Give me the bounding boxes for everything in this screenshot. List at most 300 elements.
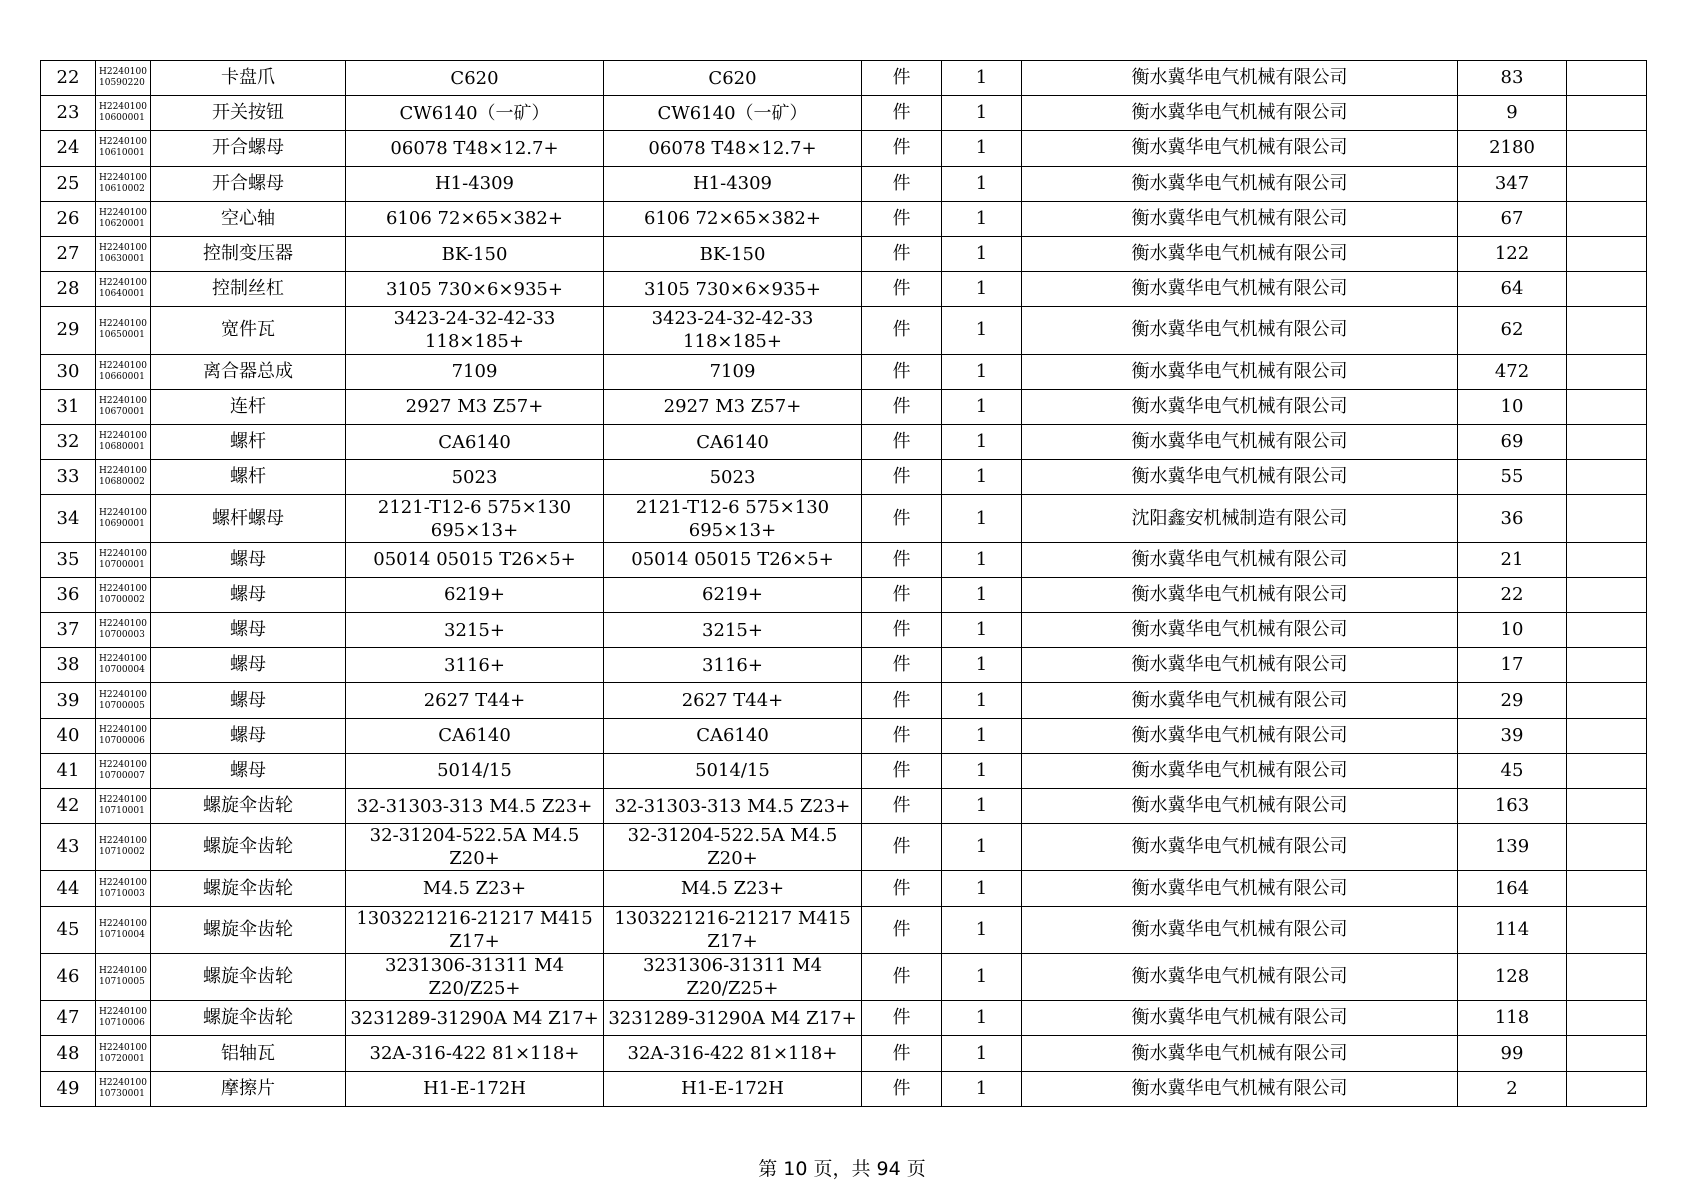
supplier-cell: 衡水冀华电气机械有限公司 xyxy=(1022,718,1458,753)
row-number-cell: 44 xyxy=(41,871,96,906)
model-cell: CA6140 xyxy=(604,424,862,459)
item-name-cell: 螺杆 xyxy=(151,460,346,495)
model-cell: 1303221216-21217 M415 Z17+ xyxy=(604,906,862,953)
unit-cell: 件 xyxy=(862,788,942,823)
model-cell: 3215+ xyxy=(604,613,862,648)
quantity-cell: 1 xyxy=(942,460,1022,495)
table-row xyxy=(41,354,1647,389)
note-cell xyxy=(1567,613,1647,648)
price-cell: 99 xyxy=(1458,1036,1567,1071)
spec-cell: 5023 xyxy=(346,460,604,495)
note-cell xyxy=(1567,389,1647,424)
spec-cell: H1-E-172H xyxy=(346,1071,604,1106)
table-row xyxy=(41,542,1647,577)
material-code-cell: H2240100 10710004 xyxy=(96,906,151,953)
unit-cell: 件 xyxy=(862,577,942,612)
material-code-cell: H2240100 10620001 xyxy=(96,201,151,236)
item-name-cell: 螺母 xyxy=(151,753,346,788)
note-cell xyxy=(1567,354,1647,389)
price-cell: 118 xyxy=(1458,1001,1567,1036)
item-name-cell: 螺旋伞齿轮 xyxy=(151,953,346,1000)
material-code-cell: H2240100 10590220 xyxy=(96,61,151,96)
material-code-cell: H2240100 10640001 xyxy=(96,272,151,307)
supplier-cell: 衡水冀华电气机械有限公司 xyxy=(1022,1001,1458,1036)
spec-cell: 32-31303-313 M4.5 Z23+ xyxy=(346,788,604,823)
note-cell xyxy=(1567,753,1647,788)
note-cell xyxy=(1567,1001,1647,1036)
model-cell: 6219+ xyxy=(604,577,862,612)
item-name-cell: 铝轴瓦 xyxy=(151,1036,346,1071)
supplier-cell: 衡水冀华电气机械有限公司 xyxy=(1022,131,1458,166)
note-cell xyxy=(1567,424,1647,459)
row-number-cell: 31 xyxy=(41,389,96,424)
row-number-cell: 27 xyxy=(41,236,96,271)
table-row xyxy=(41,953,1647,1000)
note-cell xyxy=(1567,460,1647,495)
spec-cell: 2927 M3 Z57+ xyxy=(346,389,604,424)
note-cell xyxy=(1567,96,1647,131)
quantity-cell: 1 xyxy=(942,953,1022,1000)
table-row xyxy=(41,307,1647,354)
note-cell xyxy=(1567,1036,1647,1071)
item-name-cell: 螺母 xyxy=(151,718,346,753)
note-cell xyxy=(1567,131,1647,166)
supplier-cell: 衡水冀华电气机械有限公司 xyxy=(1022,1036,1458,1071)
model-cell: 3423-24-32-42-33 118×185+ xyxy=(604,307,862,354)
spec-cell: 2627 T44+ xyxy=(346,683,604,718)
table-row xyxy=(41,201,1647,236)
supplier-cell: 衡水冀华电气机械有限公司 xyxy=(1022,460,1458,495)
material-code-cell: H2240100 10710005 xyxy=(96,953,151,1000)
row-number-cell: 22 xyxy=(41,61,96,96)
row-number-cell: 32 xyxy=(41,424,96,459)
quantity-cell: 1 xyxy=(942,131,1022,166)
note-cell xyxy=(1567,61,1647,96)
quantity-cell: 1 xyxy=(942,683,1022,718)
model-cell: H1-E-172H xyxy=(604,1071,862,1106)
supplier-cell: 衡水冀华电气机械有限公司 xyxy=(1022,906,1458,953)
unit-cell: 件 xyxy=(862,1001,942,1036)
note-cell xyxy=(1567,236,1647,271)
spec-cell: 06078 T48×12.7+ xyxy=(346,131,604,166)
supplier-cell: 衡水冀华电气机械有限公司 xyxy=(1022,753,1458,788)
row-number-cell: 48 xyxy=(41,1036,96,1071)
item-name-cell: 宽件瓦 xyxy=(151,307,346,354)
spec-cell: 2121-T12-6 575×130 695×13+ xyxy=(346,495,604,542)
price-cell: 55 xyxy=(1458,460,1567,495)
material-code-cell: H2240100 10610001 xyxy=(96,131,151,166)
quantity-cell: 1 xyxy=(942,577,1022,612)
price-cell: 29 xyxy=(1458,683,1567,718)
item-name-cell: 螺杆 xyxy=(151,424,346,459)
price-cell: 17 xyxy=(1458,648,1567,683)
row-number-cell: 37 xyxy=(41,613,96,648)
model-cell: 5023 xyxy=(604,460,862,495)
unit-cell: 件 xyxy=(862,201,942,236)
spec-cell: 3423-24-32-42-33 118×185+ xyxy=(346,307,604,354)
price-cell: 10 xyxy=(1458,613,1567,648)
note-cell xyxy=(1567,1071,1647,1106)
table-row xyxy=(41,272,1647,307)
supplier-cell: 衡水冀华电气机械有限公司 xyxy=(1022,1071,1458,1106)
price-cell: 9 xyxy=(1458,96,1567,131)
unit-cell: 件 xyxy=(862,542,942,577)
row-number-cell: 38 xyxy=(41,648,96,683)
supplier-cell: 衡水冀华电气机械有限公司 xyxy=(1022,824,1458,871)
parts-table xyxy=(40,60,1647,1107)
note-cell xyxy=(1567,906,1647,953)
spec-cell: M4.5 Z23+ xyxy=(346,871,604,906)
supplier-cell: 衡水冀华电气机械有限公司 xyxy=(1022,166,1458,201)
price-cell: 128 xyxy=(1458,953,1567,1000)
item-name-cell: 螺旋伞齿轮 xyxy=(151,788,346,823)
supplier-cell: 衡水冀华电气机械有限公司 xyxy=(1022,389,1458,424)
supplier-cell: 衡水冀华电气机械有限公司 xyxy=(1022,236,1458,271)
unit-cell: 件 xyxy=(862,683,942,718)
table-row xyxy=(41,460,1647,495)
quantity-cell: 1 xyxy=(942,61,1022,96)
table-row xyxy=(41,753,1647,788)
note-cell xyxy=(1567,577,1647,612)
quantity-cell: 1 xyxy=(942,648,1022,683)
note-cell xyxy=(1567,953,1647,1000)
model-cell: BK-150 xyxy=(604,236,862,271)
table-row xyxy=(41,236,1647,271)
unit-cell: 件 xyxy=(862,354,942,389)
note-cell xyxy=(1567,542,1647,577)
quantity-cell: 1 xyxy=(942,201,1022,236)
quantity-cell: 1 xyxy=(942,424,1022,459)
spec-cell: CA6140 xyxy=(346,718,604,753)
spec-cell: 6219+ xyxy=(346,577,604,612)
model-cell: 5014/15 xyxy=(604,753,862,788)
model-cell: 2121-T12-6 575×130 695×13+ xyxy=(604,495,862,542)
quantity-cell: 1 xyxy=(942,718,1022,753)
row-number-cell: 41 xyxy=(41,753,96,788)
material-code-cell: H2240100 10690001 xyxy=(96,495,151,542)
table-row xyxy=(41,1001,1647,1036)
page-footer: 第 10 页，共 94 页 xyxy=(758,1158,926,1180)
material-code-cell: H2240100 10710002 xyxy=(96,824,151,871)
material-code-cell: H2240100 10600001 xyxy=(96,96,151,131)
spec-cell: CA6140 xyxy=(346,424,604,459)
row-number-cell: 33 xyxy=(41,460,96,495)
unit-cell: 件 xyxy=(862,460,942,495)
spec-cell: 5014/15 xyxy=(346,753,604,788)
price-cell: 67 xyxy=(1458,201,1567,236)
price-cell: 472 xyxy=(1458,354,1567,389)
table-row xyxy=(41,906,1647,953)
item-name-cell: 空心轴 xyxy=(151,201,346,236)
material-code-cell: H2240100 10700007 xyxy=(96,753,151,788)
row-number-cell: 23 xyxy=(41,96,96,131)
unit-cell: 件 xyxy=(862,272,942,307)
model-cell: 3231306-31311 M4 Z20/Z25+ xyxy=(604,953,862,1000)
material-code-cell: H2240100 10700001 xyxy=(96,542,151,577)
price-cell: 139 xyxy=(1458,824,1567,871)
spec-cell: 32-31204-522.5A M4.5 Z20+ xyxy=(346,824,604,871)
row-number-cell: 39 xyxy=(41,683,96,718)
note-cell xyxy=(1567,683,1647,718)
item-name-cell: 螺母 xyxy=(151,542,346,577)
item-name-cell: 螺旋伞齿轮 xyxy=(151,871,346,906)
material-code-cell: H2240100 10630001 xyxy=(96,236,151,271)
table-row xyxy=(41,166,1647,201)
model-cell: 32-31204-522.5A M4.5 Z20+ xyxy=(604,824,862,871)
table-row xyxy=(41,871,1647,906)
quantity-cell: 1 xyxy=(942,1001,1022,1036)
quantity-cell: 1 xyxy=(942,354,1022,389)
model-cell: M4.5 Z23+ xyxy=(604,871,862,906)
note-cell xyxy=(1567,788,1647,823)
price-cell: 10 xyxy=(1458,389,1567,424)
quantity-cell: 1 xyxy=(942,1071,1022,1106)
price-cell: 45 xyxy=(1458,753,1567,788)
supplier-cell: 衡水冀华电气机械有限公司 xyxy=(1022,871,1458,906)
quantity-cell: 1 xyxy=(942,495,1022,542)
item-name-cell: 螺旋伞齿轮 xyxy=(151,1001,346,1036)
material-code-cell: H2240100 10710006 xyxy=(96,1001,151,1036)
table-row xyxy=(41,718,1647,753)
unit-cell: 件 xyxy=(862,906,942,953)
table-row xyxy=(41,577,1647,612)
table-row xyxy=(41,495,1647,542)
table-row xyxy=(41,788,1647,823)
note-cell xyxy=(1567,824,1647,871)
material-code-cell: H2240100 10700006 xyxy=(96,718,151,753)
quantity-cell: 1 xyxy=(942,96,1022,131)
unit-cell: 件 xyxy=(862,307,942,354)
row-number-cell: 36 xyxy=(41,577,96,612)
spec-cell: 3215+ xyxy=(346,613,604,648)
unit-cell: 件 xyxy=(862,424,942,459)
price-cell: 114 xyxy=(1458,906,1567,953)
spec-cell: 05014 05015 T26×5+ xyxy=(346,542,604,577)
item-name-cell: 离合器总成 xyxy=(151,354,346,389)
model-cell: C620 xyxy=(604,61,862,96)
note-cell xyxy=(1567,201,1647,236)
supplier-cell: 衡水冀华电气机械有限公司 xyxy=(1022,272,1458,307)
supplier-cell: 衡水冀华电气机械有限公司 xyxy=(1022,577,1458,612)
model-cell: 32A-316-422 81×118+ xyxy=(604,1036,862,1071)
price-cell: 163 xyxy=(1458,788,1567,823)
row-number-cell: 43 xyxy=(41,824,96,871)
spec-cell: 7109 xyxy=(346,354,604,389)
quantity-cell: 1 xyxy=(942,753,1022,788)
spec-cell: 3105 730×6×935+ xyxy=(346,272,604,307)
material-code-cell: H2240100 10700003 xyxy=(96,613,151,648)
price-cell: 39 xyxy=(1458,718,1567,753)
model-cell: 05014 05015 T26×5+ xyxy=(604,542,862,577)
item-name-cell: 开合螺母 xyxy=(151,166,346,201)
supplier-cell: 衡水冀华电气机械有限公司 xyxy=(1022,354,1458,389)
price-cell: 36 xyxy=(1458,495,1567,542)
price-cell: 21 xyxy=(1458,542,1567,577)
material-code-cell: H2240100 10700004 xyxy=(96,648,151,683)
quantity-cell: 1 xyxy=(942,389,1022,424)
price-cell: 69 xyxy=(1458,424,1567,459)
quantity-cell: 1 xyxy=(942,272,1022,307)
model-cell: 3105 730×6×935+ xyxy=(604,272,862,307)
quantity-cell: 1 xyxy=(942,542,1022,577)
material-code-cell: H2240100 10700002 xyxy=(96,577,151,612)
spec-cell: 6106 72×65×382+ xyxy=(346,201,604,236)
unit-cell: 件 xyxy=(862,131,942,166)
supplier-cell: 衡水冀华电气机械有限公司 xyxy=(1022,61,1458,96)
supplier-cell: 衡水冀华电气机械有限公司 xyxy=(1022,96,1458,131)
row-number-cell: 24 xyxy=(41,131,96,166)
item-name-cell: 开合螺母 xyxy=(151,131,346,166)
item-name-cell: 连杆 xyxy=(151,389,346,424)
price-cell: 347 xyxy=(1458,166,1567,201)
row-number-cell: 46 xyxy=(41,953,96,1000)
item-name-cell: 螺旋伞齿轮 xyxy=(151,906,346,953)
supplier-cell: 衡水冀华电气机械有限公司 xyxy=(1022,201,1458,236)
table-row xyxy=(41,1036,1647,1071)
model-cell: 6106 72×65×382+ xyxy=(604,201,862,236)
model-cell: CW6140（一矿） xyxy=(604,96,862,131)
note-cell xyxy=(1567,871,1647,906)
model-cell: 3231289-31290A M4 Z17+ xyxy=(604,1001,862,1036)
spec-cell: 3231306-31311 M4 Z20/Z25+ xyxy=(346,953,604,1000)
model-cell: 3116+ xyxy=(604,648,862,683)
quantity-cell: 1 xyxy=(942,788,1022,823)
table-row xyxy=(41,683,1647,718)
model-cell: 06078 T48×12.7+ xyxy=(604,131,862,166)
price-cell: 22 xyxy=(1458,577,1567,612)
unit-cell: 件 xyxy=(862,61,942,96)
item-name-cell: 开关按钮 xyxy=(151,96,346,131)
table-row xyxy=(41,131,1647,166)
row-number-cell: 45 xyxy=(41,906,96,953)
quantity-cell: 1 xyxy=(942,1036,1022,1071)
item-name-cell: 控制变压器 xyxy=(151,236,346,271)
supplier-cell: 衡水冀华电气机械有限公司 xyxy=(1022,542,1458,577)
note-cell xyxy=(1567,648,1647,683)
table-row xyxy=(41,389,1647,424)
table-row xyxy=(41,96,1647,131)
unit-cell: 件 xyxy=(862,495,942,542)
quantity-cell: 1 xyxy=(942,824,1022,871)
material-code-cell: H2240100 10610002 xyxy=(96,166,151,201)
model-cell: 2627 T44+ xyxy=(604,683,862,718)
unit-cell: 件 xyxy=(862,753,942,788)
model-cell: 2927 M3 Z57+ xyxy=(604,389,862,424)
price-cell: 64 xyxy=(1458,272,1567,307)
spec-cell: C620 xyxy=(346,61,604,96)
quantity-cell: 1 xyxy=(942,613,1022,648)
material-code-cell: H2240100 10700005 xyxy=(96,683,151,718)
model-cell: CA6140 xyxy=(604,718,862,753)
spec-cell: BK-150 xyxy=(346,236,604,271)
table-row xyxy=(41,824,1647,871)
table-row xyxy=(41,648,1647,683)
spec-cell: H1-4309 xyxy=(346,166,604,201)
model-cell: 7109 xyxy=(604,354,862,389)
supplier-cell: 衡水冀华电气机械有限公司 xyxy=(1022,788,1458,823)
supplier-cell: 衡水冀华电气机械有限公司 xyxy=(1022,648,1458,683)
material-code-cell: H2240100 10710003 xyxy=(96,871,151,906)
price-cell: 2180 xyxy=(1458,131,1567,166)
supplier-cell: 衡水冀华电气机械有限公司 xyxy=(1022,683,1458,718)
supplier-cell: 衡水冀华电气机械有限公司 xyxy=(1022,307,1458,354)
supplier-cell: 沈阳鑫安机械制造有限公司 xyxy=(1022,495,1458,542)
unit-cell: 件 xyxy=(862,166,942,201)
item-name-cell: 螺母 xyxy=(151,577,346,612)
quantity-cell: 1 xyxy=(942,871,1022,906)
item-name-cell: 螺母 xyxy=(151,648,346,683)
material-code-cell: H2240100 10720001 xyxy=(96,1036,151,1071)
material-code-cell: H2240100 10680001 xyxy=(96,424,151,459)
row-number-cell: 29 xyxy=(41,307,96,354)
price-cell: 83 xyxy=(1458,61,1567,96)
spec-cell: 1303221216-21217 M415 Z17+ xyxy=(346,906,604,953)
row-number-cell: 30 xyxy=(41,354,96,389)
row-number-cell: 42 xyxy=(41,788,96,823)
row-number-cell: 35 xyxy=(41,542,96,577)
material-code-cell: H2240100 10680002 xyxy=(96,460,151,495)
row-number-cell: 25 xyxy=(41,166,96,201)
model-cell: 32-31303-313 M4.5 Z23+ xyxy=(604,788,862,823)
model-cell: H1-4309 xyxy=(604,166,862,201)
note-cell xyxy=(1567,272,1647,307)
unit-cell: 件 xyxy=(862,236,942,271)
spec-cell: CW6140（一矿） xyxy=(346,96,604,131)
price-cell: 164 xyxy=(1458,871,1567,906)
spec-cell: 32A-316-422 81×118+ xyxy=(346,1036,604,1071)
spec-cell: 3231289-31290A M4 Z17+ xyxy=(346,1001,604,1036)
row-number-cell: 26 xyxy=(41,201,96,236)
item-name-cell: 螺旋伞齿轮 xyxy=(151,824,346,871)
table-row xyxy=(41,61,1647,96)
unit-cell: 件 xyxy=(862,96,942,131)
quantity-cell: 1 xyxy=(942,906,1022,953)
table-row xyxy=(41,424,1647,459)
quantity-cell: 1 xyxy=(942,307,1022,354)
quantity-cell: 1 xyxy=(942,236,1022,271)
spec-cell: 3116+ xyxy=(346,648,604,683)
note-cell xyxy=(1567,166,1647,201)
table-row xyxy=(41,1071,1647,1106)
price-cell: 122 xyxy=(1458,236,1567,271)
supplier-cell: 衡水冀华电气机械有限公司 xyxy=(1022,424,1458,459)
item-name-cell: 螺杆螺母 xyxy=(151,495,346,542)
unit-cell: 件 xyxy=(862,648,942,683)
item-name-cell: 螺母 xyxy=(151,683,346,718)
price-cell: 2 xyxy=(1458,1071,1567,1106)
table-row xyxy=(41,613,1647,648)
row-number-cell: 34 xyxy=(41,495,96,542)
unit-cell: 件 xyxy=(862,613,942,648)
unit-cell: 件 xyxy=(862,1071,942,1106)
item-name-cell: 螺母 xyxy=(151,613,346,648)
price-cell: 62 xyxy=(1458,307,1567,354)
unit-cell: 件 xyxy=(862,389,942,424)
material-code-cell: H2240100 10710001 xyxy=(96,788,151,823)
supplier-cell: 衡水冀华电气机械有限公司 xyxy=(1022,953,1458,1000)
supplier-cell: 衡水冀华电气机械有限公司 xyxy=(1022,613,1458,648)
item-name-cell: 卡盘爪 xyxy=(151,61,346,96)
unit-cell: 件 xyxy=(862,1036,942,1071)
quantity-cell: 1 xyxy=(942,166,1022,201)
note-cell xyxy=(1567,718,1647,753)
unit-cell: 件 xyxy=(862,718,942,753)
note-cell xyxy=(1567,495,1647,542)
material-code-cell: H2240100 10660001 xyxy=(96,354,151,389)
item-name-cell: 控制丝杠 xyxy=(151,272,346,307)
unit-cell: 件 xyxy=(862,824,942,871)
row-number-cell: 47 xyxy=(41,1001,96,1036)
